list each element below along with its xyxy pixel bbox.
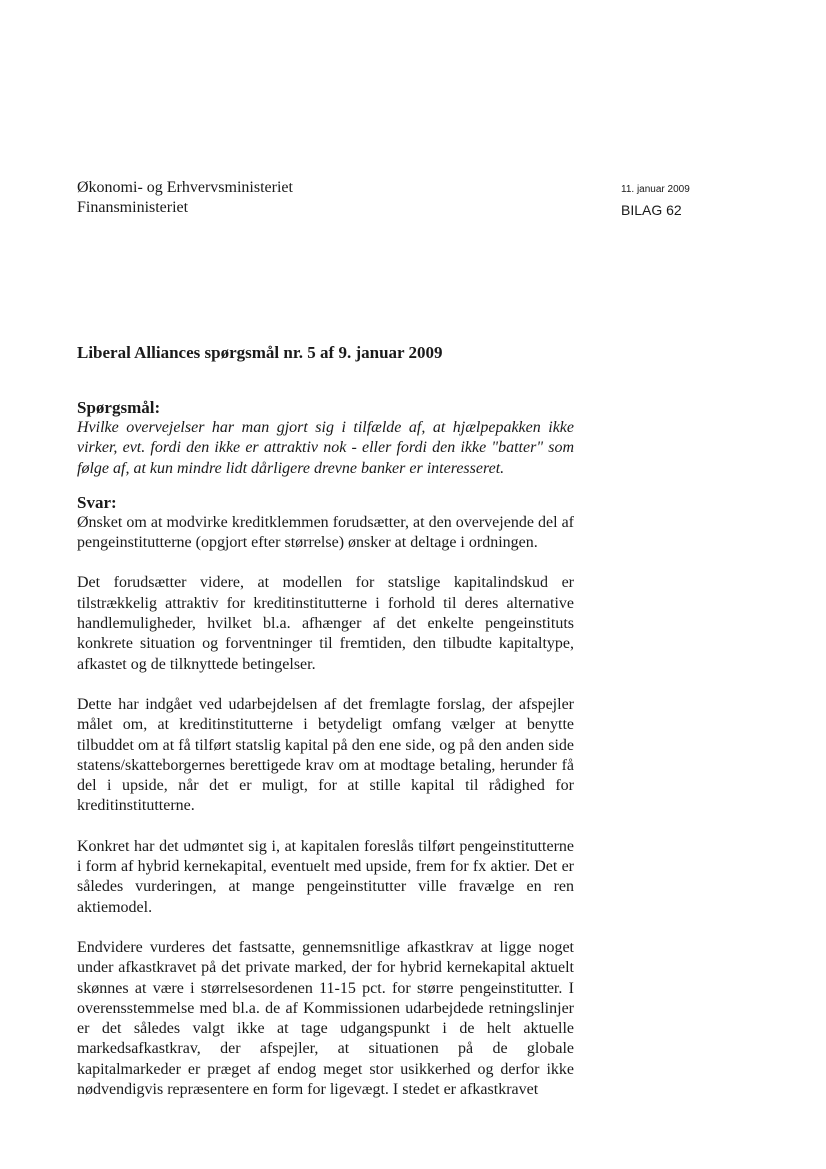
question-heading: Spørgsmål: xyxy=(77,398,161,417)
sender-block xyxy=(77,178,293,218)
answer-paragraph: Endvidere vurderes det fastsatte, gennemsnitlige afkastkrav at ligge noget under afkastkravet på det private marked, der for hybrid kernekapital aktuelt skønnes at være i størrelsesordenen 11-15 pct. for større pengeinstitutter. I overensstemmelse med bl.a. de af Kommissionen udarbejdede retningslinjer er det således valgt ikke at tage udgangspunkt i de helt aktuelle markedsafkastkrav, der afspejler, at situationen på de globale kapitalmarkeder er præget af endog meget stor usikkerhed og derfor ikke nødvendigvis repræsentere en form for ligevægt. I stedet er afkastkravet xyxy=(77,938,574,1099)
document-body xyxy=(77,397,574,1120)
document-date: 11. januar 2009 xyxy=(621,184,690,195)
answer-section xyxy=(77,492,574,1100)
question-text: Hvilke overvejelser har man gjort sig i tilfælde af, at hjælpepakken ikke virker, evt. fordi den ikke er attraktiv nok - eller fordi den ikke "batter" som følge af, at kun mindre lidt dårligere drevne banker er interesseret. xyxy=(77,419,574,477)
sender-ministry-2: Finansministeriet xyxy=(77,199,189,216)
question-section xyxy=(77,397,574,479)
answer-paragraph: Det forudsætter videre, at modellen for statslige kapitalindskud er tilstrækkelig attraktiv for kreditinstitutterne i forhold til deres alternative handlemuligheder, hvilket bl.a. afhænger af det enkelte pengeinstituts konkrete situation og forventninger til fremtiden, den tilbudte kapitaltype, afkastet og de tilknyttede betingelser. xyxy=(77,574,574,673)
document-title: Liberal Alliances spørgsmål nr. 5 af 9. januar 2009 xyxy=(77,343,443,362)
answer-heading: Svar: xyxy=(77,492,117,512)
answer-paragraph: Ønsket om at modvirke kreditklemmen forudsætter, at den overvejende del af pengeinstitutterne (opgjort efter størrelse) ønsker at deltage i ordningen. xyxy=(77,513,574,552)
sender-ministry-1: Økonomi- og Erhvervsministeriet xyxy=(77,179,293,196)
answer-paragraph: Dette har indgået ved udarbejdelsen af det fremlagte forslag, der afspejler målet om, at kreditinstitutterne i betydeligt omfang vælger at benytte tilbuddet om at få tilført statslig kapital på den ene side, og på den anden side statens/skatteborgernes berettigede krav om at modtage betaling, herunder få del i upside, når det er muligt, for at stille kapital til rådighed for kreditinstitutterne. xyxy=(77,695,574,815)
answer-paragraph: Konkret har det udmøntet sig i, at kapitalen foreslås tilført pengeinstitutterne i form af hybrid kernekapital, eventuelt med upside, frem for fx aktier. Det er således vurderingen, at mange pengeinstitutter ville fravælge en ren aktiemodel. xyxy=(77,837,574,916)
bilag-number: BILAG 62 xyxy=(621,202,682,218)
document-meta xyxy=(621,182,690,220)
